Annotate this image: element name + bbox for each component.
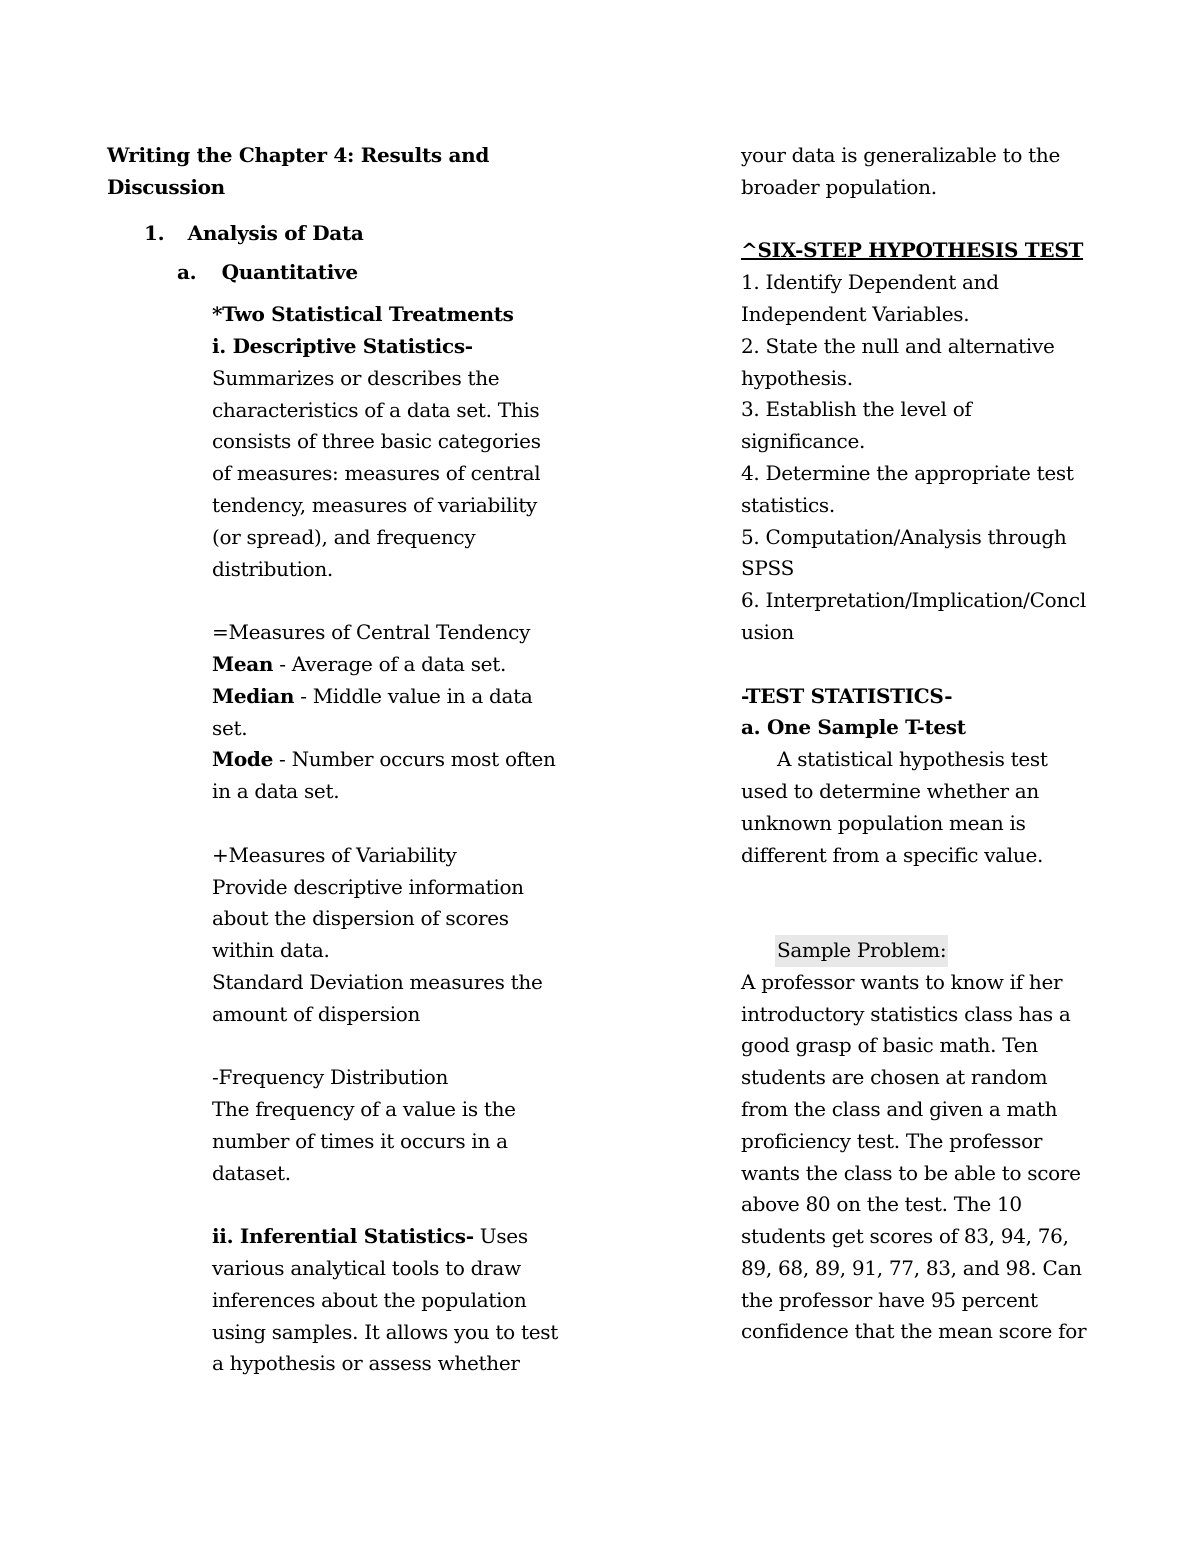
continued-text: your data is generalizable to the broader population. <box>741 143 1060 199</box>
variability-heading: +Measures of Variability <box>212 842 457 867</box>
median-definition <box>212 681 542 745</box>
mode-def: - Number occurs most often in a data set. <box>212 747 556 804</box>
step-4: 4. Determine the appropriate test statistics. <box>741 460 1074 517</box>
mean-term: Mean <box>212 651 274 676</box>
step-1: 1. Identify Dependent and Independent Variables. <box>741 270 999 326</box>
sample-problem-body: A professor wants to know if her introductory statistics class has a good grasp of basic math. Ten students are chosen at random from the class and given a math proficiency test. The professor wants the class to be able to score above 80 on the test. The 10 students get scores of 83, 94, 76, 89, 68, 89, 91, 77, 83, and 98. Can the professor have 95 percent confidence that the mean score for <box>741 969 1087 1344</box>
one-sample-body: A statistical hypothesis test used to determine whether an unknown population mean is different from a specific value. <box>741 747 1048 867</box>
inferential-paragraph <box>212 1221 567 1380</box>
median-term: Median <box>212 683 295 708</box>
quantitative-content <box>107 299 577 1380</box>
descriptive-heading: i. Descriptive Statistics- <box>212 333 473 358</box>
inferential-body: Uses various analytical tools to draw inferences about the population using samples. It allows you to test a hypothesis or assess whether <box>212 1224 558 1376</box>
stdev-body: Standard Deviation measures the amount of dispersion <box>212 969 543 1026</box>
right-column <box>741 140 1101 1348</box>
one-sample-heading: a. One Sample T-test <box>741 715 966 740</box>
mean-definition <box>212 649 542 681</box>
variability-body: Provide descriptive information about the dispersion of scores within data. <box>212 874 524 963</box>
step-3: 3. Establish the level of significance. <box>741 397 972 454</box>
mode-term: Mode <box>212 747 273 772</box>
subsection-title: Quantitative <box>221 260 358 285</box>
step-6: 6. Interpretation/Implication/Conclusion <box>741 588 1086 644</box>
section-analysis-of-data <box>144 218 614 250</box>
left-column <box>107 140 577 1380</box>
six-step-heading: ^SIX-STEP HYPOTHESIS TEST <box>741 238 1084 263</box>
frequency-body: The frequency of a value is the number of times it occurs in a dataset. <box>212 1097 516 1185</box>
sample-problem-heading: Sample Problem: <box>775 935 948 967</box>
subsection-letter: a. <box>177 260 197 285</box>
two-treatments-heading: *Two Statistical Treatments <box>212 302 514 327</box>
test-statistics-heading: -TEST STATISTICS- <box>741 683 953 708</box>
step-2: 2. State the null and alternative hypothesis. <box>741 333 1055 390</box>
median-def: - Middle value in a data set. <box>212 683 533 740</box>
sample-problem-heading-line <box>741 935 1101 967</box>
document-title: Writing the Chapter 4: Results and Discussion <box>107 143 490 199</box>
frequency-heading: -Frequency Distribution <box>212 1065 449 1090</box>
subsection-quantitative <box>177 257 647 289</box>
six-step-list <box>741 267 1101 649</box>
step-5: 5. Computation/Analysis through SPSS <box>741 524 1067 581</box>
inferential-heading: ii. Inferential Statistics- <box>212 1224 474 1249</box>
section-number: 1. <box>144 220 165 245</box>
descriptive-body: Summarizes or describes the characteristics of a data set. This consists of three basic categories of measures: measures of central tendency, measures of variability (or spread), and frequency distribution. <box>212 365 541 581</box>
central-tendency-heading: =Measures of Central Tendency <box>212 620 531 645</box>
mean-def: - Average of a data set. <box>273 651 507 676</box>
mode-definition <box>212 744 562 808</box>
section-title: Analysis of Data <box>187 220 364 245</box>
